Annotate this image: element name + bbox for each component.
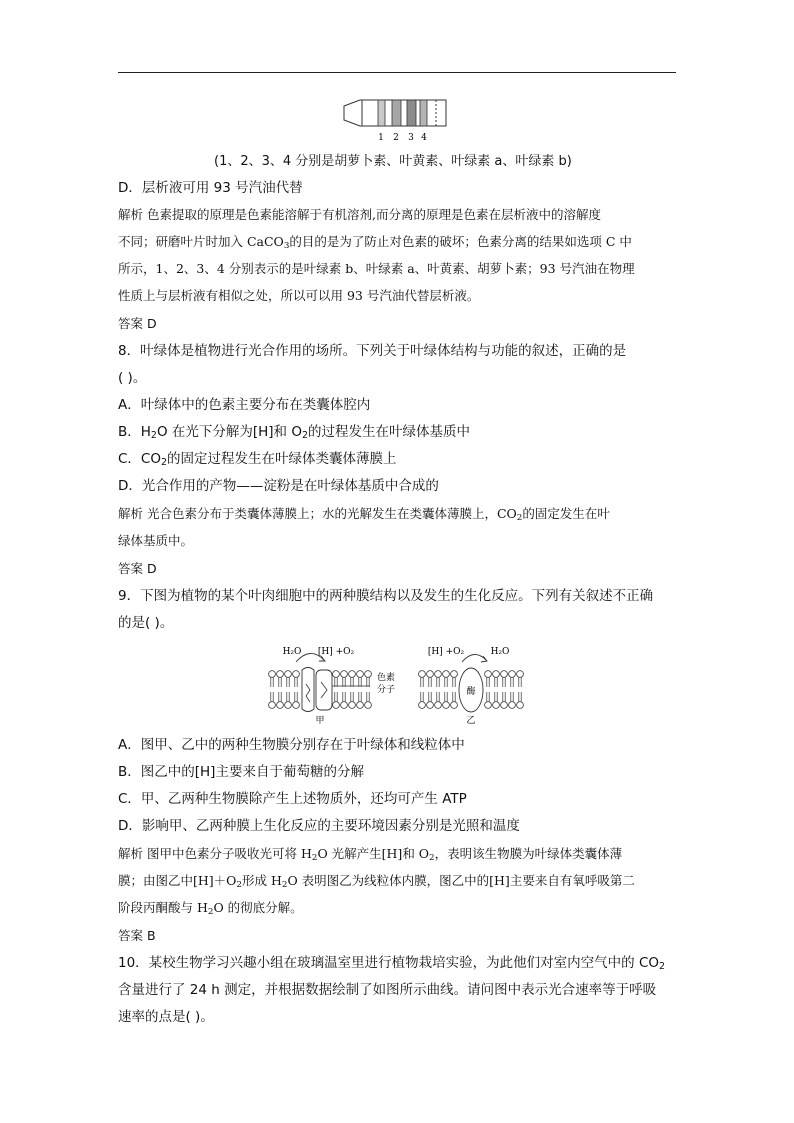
q8-stem-line-2: ( )。 xyxy=(118,370,147,386)
pigment-label-2: 分子 xyxy=(376,685,396,695)
q9-analysis-line-3: 阶段丙酮酸与 $H_2O$ 的彻底分解。 xyxy=(118,900,303,917)
header-rule xyxy=(118,72,676,73)
right-h2o-label: H₂O xyxy=(490,647,510,657)
strip-label-2: 2 xyxy=(393,133,399,143)
q9-answer: 答案 B xyxy=(118,928,156,943)
left-h-o2-label: [H] +O₂ xyxy=(317,647,355,657)
q9-stem-line-2: 的是( )。 xyxy=(118,615,174,631)
q10-stem-line-1: 10．某校生物学习兴趣小组在玻璃温室里进行植物栽培实验，为此他们对室内空气中的 $CO_2$ xyxy=(118,955,666,972)
pigment-label-1: 色素 xyxy=(376,673,396,683)
q9-option-c: C．甲、乙两种生物膜除产生上述物质外，还均可产生 ATP xyxy=(118,791,467,807)
q9-option-a: A．图甲、乙中的两种生物膜分别存在于叶绿体和线粒体中 xyxy=(118,737,465,753)
q8-analysis-line-1: 解析 光合色素分布于类囊体薄膜上；水的光解发生在类囊体薄膜上，$CO_2$的固定发生在叶 xyxy=(118,506,610,523)
strip-label-4: 4 xyxy=(421,133,427,143)
q7-option-d: D．层析液可用 93 号汽油代替 xyxy=(118,180,303,196)
q7-analysis-line-1: 解析 色素提取的原理是色素能溶解于有机溶剂,而分离的原理是色素在层析液中的溶解度 xyxy=(118,207,601,222)
q8-analysis-line-2: 绿体基质中。 xyxy=(118,533,194,548)
right-membrane-label: 乙 xyxy=(466,716,476,726)
q8-option-d: D．光合作用的产物——淀粉是在叶绿体基质中合成的 xyxy=(118,478,439,494)
q8-option-b: B．$H_2O$ 在光下分解为[H]和 $O_2$的过程发生在叶绿体基质中 xyxy=(118,424,470,441)
right-h-o2-label: [H] +O₂ xyxy=(427,647,465,657)
q10-stem-line-3: 速率的点是( )。 xyxy=(118,1009,214,1025)
q8-stem-line-1: 8．叶绿体是植物进行光合作用的场所。下列关于叶绿体结构与功能的叙述，正确的是 xyxy=(118,343,627,359)
q8-option-a: A．叶绿体中的色素主要分布在类囊体腔内 xyxy=(118,397,371,413)
q8-option-c: C．$CO_2$的固定过程发生在叶绿体类囊体薄膜上 xyxy=(118,451,397,468)
q9-option-d: D．影响甲、乙两种膜上生化反应的主要环境因素分别是光照和温度 xyxy=(118,818,520,834)
thylakoid-membrane xyxy=(269,653,372,711)
membrane-diagram xyxy=(266,640,528,726)
q9-stem-line-1: 9．下图为植物的某个叶肉细胞中的两种膜结构以及发生的生化反应。下列有关叙述不正确 xyxy=(118,588,654,604)
q9-option-b: B．图乙中的[H]主要来自于葡萄糖的分解 xyxy=(118,764,364,780)
q7-analysis-line-2: 不同；研磨叶片时加入 CaCO$_3$的目的是为了防止对色素的破坏；色素分离的结果如选项 C 中 xyxy=(118,234,632,251)
q9-analysis-line-2: 膜；由图乙中$[H]+O_2$形成 $H_2O$ 表明图乙为线粒体内膜，图乙中的[H]主要来自有氧呼吸第二 xyxy=(118,873,635,890)
strip-label-3: 3 xyxy=(408,133,414,143)
left-h2o-label: H₂O xyxy=(282,647,302,657)
q7-answer: 答案 D xyxy=(118,316,157,331)
q10-stem-line-2: 含量进行了 24 h 测定，并根据数据绘制了如图所示曲线。请问图中表示光合速率等于呼吸 xyxy=(118,982,657,998)
mitochondrial-membrane xyxy=(419,654,524,712)
q8-answer: 答案 D xyxy=(118,561,157,576)
q7-analysis-line-3: 所示，1、2、3、4 分别表示的是叶绿素 b、叶绿素 a、叶黄素、胡萝卜素；93 号汽油在物理 xyxy=(118,261,635,276)
q9-analysis-line-1: 解析 图甲中色素分子吸收光可将 $H_2O$ 光解产生[H]和 $O_2$，表明该生物膜为叶绿体类囊体薄 xyxy=(118,846,623,863)
strip-label-1: 1 xyxy=(378,133,384,143)
left-membrane-label: 甲 xyxy=(315,716,325,726)
enzyme-label: 酶 xyxy=(466,687,476,697)
chromatography-strip-figure xyxy=(340,96,452,144)
figure-caption: (1、2、3、4 分别是胡萝卜素、叶黄素、叶绿素 a、叶绿素 b) xyxy=(214,154,572,169)
q7-analysis-line-4: 性质上与层析液有相似之处，所以可以用 93 号汽油代替层析液。 xyxy=(118,288,480,303)
